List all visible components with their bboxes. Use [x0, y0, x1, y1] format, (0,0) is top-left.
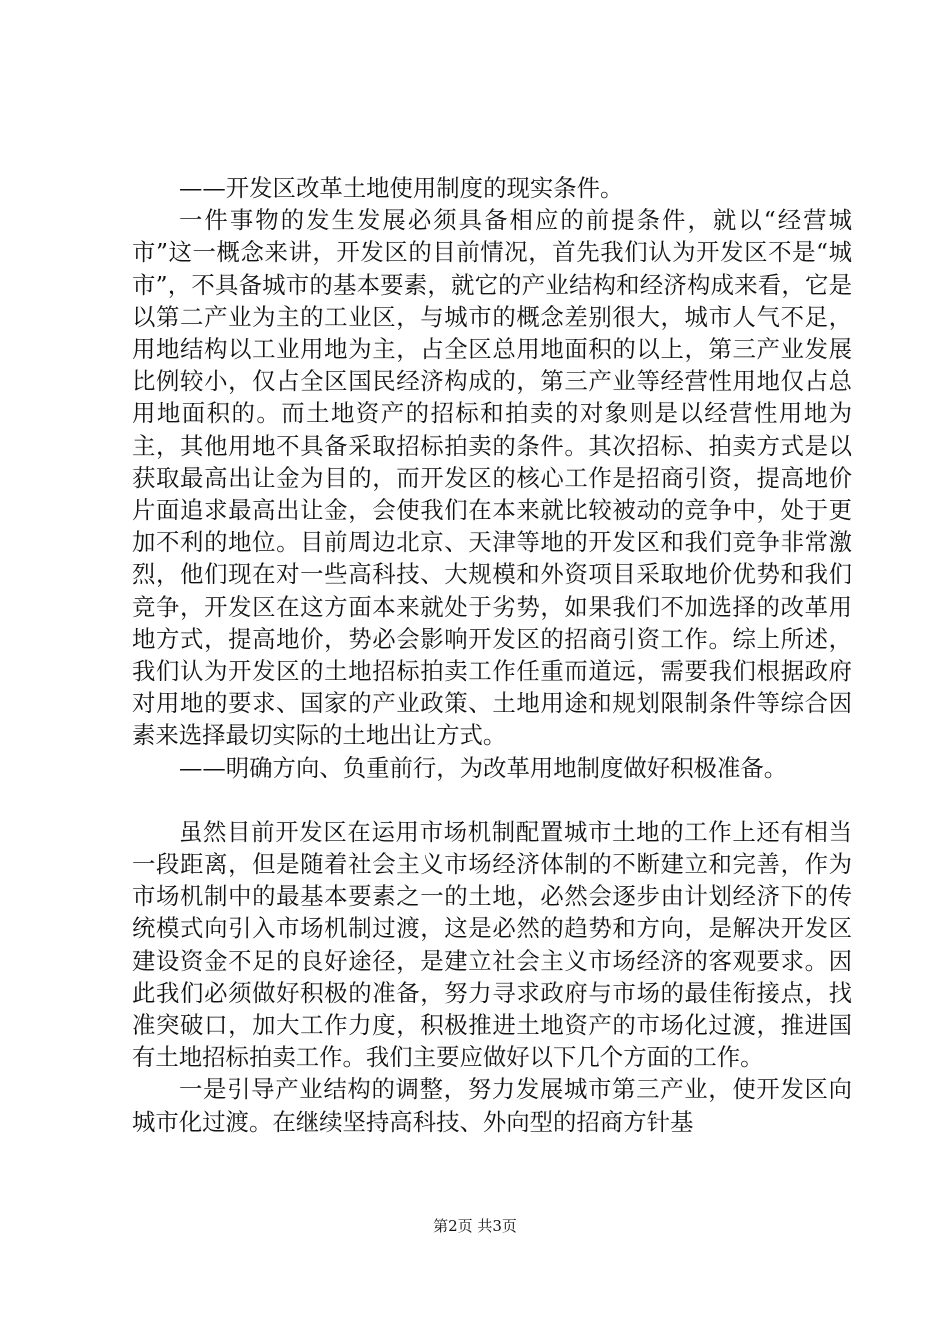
page-total: 共3页 [477, 1217, 517, 1235]
paragraph: 一是引导产业结构的调整，努力发展城市第三产业，使开发区向城市化过渡。在继续坚持高科技、外向型的招商方针基 [132, 1075, 852, 1136]
page-footer [0, 1216, 950, 1236]
paragraph: 虽然目前开发区在运用市场机制配置城市土地的工作上还有相当一段距离，但是随着社会主义市场经济体制的不断建立和完善，作为市场机制中的最基本要素之一的土地，必然会逐步由计划经济下的传统模式向引入市场机制过渡，这是必然的趋势和方向，是解决开发区建设资金不足的良好途径，是建立社会主义市场经济的客观要求。因此我们必须做好积极的准备，努力寻求政府与市场的最佳衔接点，找准突破口，加大工作力度，积极推进土地资产的市场化过渡，推进国有土地招标拍卖工作。我们主要应做好以下几个方面的工作。 [132, 817, 852, 1072]
document-body [132, 172, 852, 1138]
page-number: 第2页 [433, 1217, 473, 1235]
section-heading: ——明确方向、负重前行，为改革用地制度做好积极准备。 [179, 753, 788, 782]
paragraph: 一件事物的发生发展必须具备相应的前提条件，就以“经营城市”这一概念来讲，开发区的目前情况，首先我们认为开发区不是“城市”，不具备城市的基本要素，就它的产业结构和经济构成来看，它是以第二产业为主的工业区，与城市的概念差别很大，城市人气不足，用地结构以工业用地为主，占全区总用地面积的以上，第三产业发展比例较小，仅占全区国民经济构成的，第三产业等经营性用地仅占总用地面积的。而土地资产的招标和拍卖的对象则是以经营性用地为主，其他用地不具备采取招标拍卖的条件。其次招标、拍卖方式是以获取最高出让金为目的，而开发区的核心工作是招商引资，提高地价片面追求最高出让金，会使我们在本来就比较被动的竞争中，处于更加不利的地位。目前周边北京、天津等地的开发区和我们竞争非常激烈，他们现在对一些高科技、大规模和外资项目采取地价优势和我们竞争，开发区在这方面本来就处于劣势，如果我们不加选择的改革用地方式，提高地价，势必会影响开发区的招商引资工作。综上所述，我们认为开发区的土地招标拍卖工作任重而道远，需要我们根据政府对用地的要求、国家的产业政策、土地用途和规划限制条件等综合因素来选择最切实际的土地出让方式。 [132, 206, 852, 750]
section-heading: ——开发区改革土地使用制度的现实条件。 [179, 174, 624, 202]
